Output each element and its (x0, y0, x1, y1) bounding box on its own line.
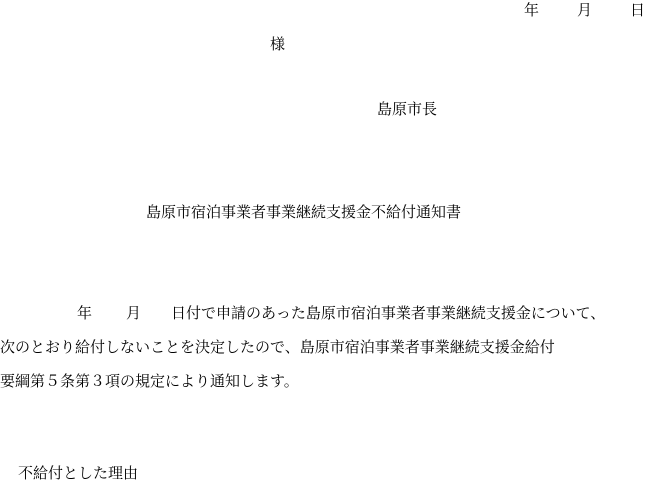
date-day-label: 日 (630, 1, 646, 19)
body-line-1 (0, 296, 666, 330)
body-line-2: 次のとおり給付しないことを決定したので、島原市宿泊事業者事業継続支援金給付 (0, 338, 555, 356)
body-year-label: 年 (77, 304, 93, 322)
date-month-label: 月 (577, 1, 593, 19)
document-title: 島原市宿泊事業者事業継続支援金不給付通知書 (146, 203, 462, 221)
body-line-3: 要綱第５条第３項の規定により通知します。 (0, 372, 299, 390)
addressee-suffix: 様 (270, 35, 286, 53)
date-line (524, 0, 645, 20)
reason-heading: 不給付とした理由 (18, 464, 139, 482)
body-line-1-text: 日付で申請のあった島原市宿泊事業者事業継続支援金について、 (171, 304, 606, 322)
body-paragraph (0, 296, 666, 398)
body-month-label: 月 (126, 304, 142, 322)
date-year-label: 年 (524, 1, 540, 19)
sender-name: 島原市長 (377, 100, 438, 118)
